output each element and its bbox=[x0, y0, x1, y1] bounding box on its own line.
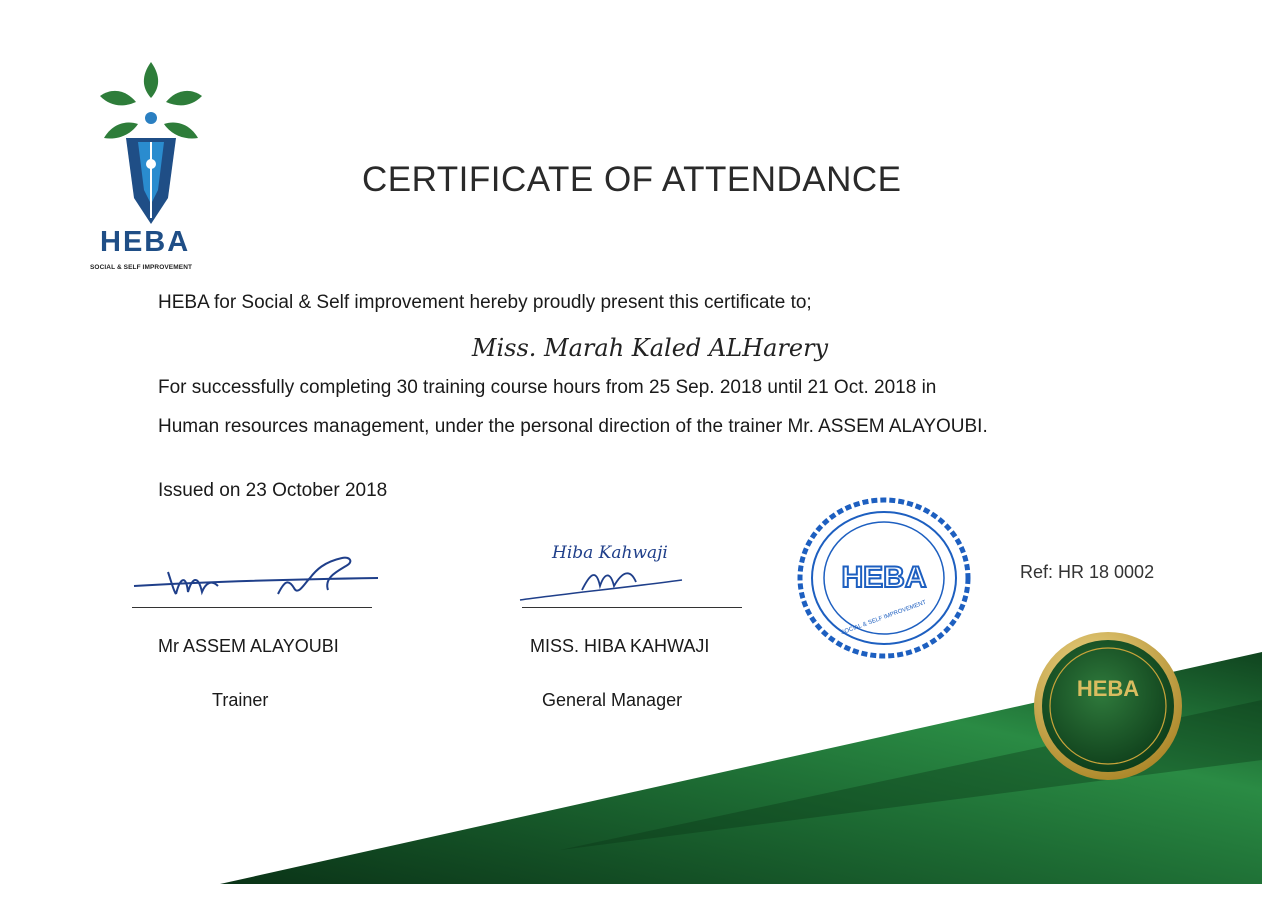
svg-text:Hiba Kahwaji: Hiba Kahwaji bbox=[552, 543, 668, 563]
general-manager-signature-line bbox=[522, 607, 742, 608]
completion-text-line-2: Human resources management, under the personal direction of the trainer Mr. ASSEM ALAYOUBI. bbox=[158, 416, 988, 437]
reference-number: Ref: HR 18 0002 bbox=[1020, 562, 1155, 582]
issued-date: Issued on 23 October 2018 bbox=[158, 480, 388, 501]
svg-text:HEBA: HEBA bbox=[1076, 676, 1140, 701]
trainer-role: Trainer bbox=[212, 690, 269, 710]
general-manager-role: General Manager bbox=[542, 690, 683, 710]
gold-seal bbox=[1030, 628, 1186, 784]
trainer-signature-line bbox=[132, 607, 372, 608]
certificate-title: CERTIFICATE OF ATTENDANCE bbox=[362, 160, 902, 199]
general-manager-signature bbox=[512, 530, 712, 608]
heba-stamp bbox=[795, 495, 973, 661]
trainer-signature bbox=[128, 548, 388, 610]
general-manager-name: MISS. HIBA KAHWAJI bbox=[530, 636, 710, 656]
logo-subtitle: SOCIAL & SELF IMPROVEMENT bbox=[90, 264, 193, 271]
completion-text-line-1: For successfully completing 30 training course hours from 25 Sep. 2018 until 21 Oct. 2018 in bbox=[158, 377, 937, 398]
trainer-name: Mr ASSEM ALAYOUBI bbox=[158, 636, 339, 656]
intro-text: HEBA for Social & Self improvement hereby proudly present this certificate to; bbox=[158, 292, 812, 313]
logo-wordmark: HEBA bbox=[100, 226, 191, 258]
recipient-name: Miss. Marah Kaled ALHarery bbox=[471, 334, 829, 362]
svg-text:HEBA: HEBA bbox=[841, 561, 927, 594]
svg-text:SOCIAL & SELF IMPROVEMENT: SOCIAL & SELF IMPROVEMENT bbox=[840, 599, 928, 637]
